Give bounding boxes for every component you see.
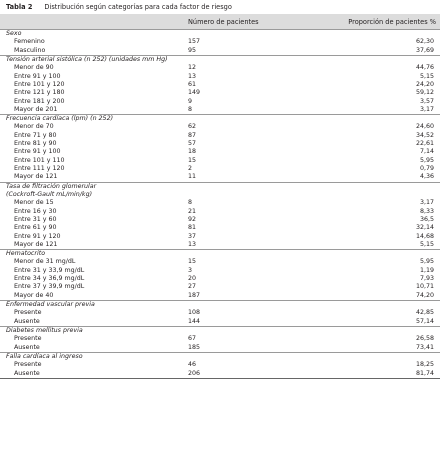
row-patient-percent: 42,85 [415,309,434,317]
row-patient-percent: 5,15 [419,72,434,80]
row-patient-count: 67 [188,335,197,343]
row-patient-count: 149 [188,89,201,97]
row-patient-percent: 8,33 [419,207,434,215]
row-patient-percent: 24,20 [415,80,434,88]
table-row [0,64,440,72]
header-category [0,14,174,30]
row-patient-count: 81 [188,224,197,232]
table-row [0,98,440,106]
table-row [0,309,440,317]
row-patient-count: 62 [188,123,197,131]
row-patient-percent: 62,30 [415,38,434,46]
group-title: Diabetes mellitus previa [0,326,440,335]
group-title-row [0,30,440,39]
row-category: Femenino [14,38,45,46]
table-row [0,370,440,379]
row-patient-count: 157 [188,38,201,46]
row-patient-percent: 5,95 [419,156,434,164]
group-title-row [0,250,440,259]
group-title-row [0,182,440,191]
row-patient-percent: 5,15 [419,240,434,248]
row-patient-count: 20 [188,275,197,283]
row-patient-percent: 22,61 [415,140,434,148]
row-patient-percent: 14,68 [415,232,434,240]
table-row [0,267,440,275]
row-patient-percent: 7,14 [419,148,434,156]
row-category: Menor de 90 [14,64,54,72]
row-patient-count: 15 [188,156,197,164]
table-row [0,283,440,291]
row-patient-count: 87 [188,131,197,139]
header-patient-percent: Proporción de pacientes % [348,17,436,26]
group-title: Sexo [0,30,440,39]
table-row [0,361,440,369]
row-category: Presente [14,335,42,343]
table-row [0,47,440,56]
row-patient-percent: 34,52 [415,131,434,139]
row-category: Mayor de 121 [14,173,58,181]
row-patient-count: 15 [188,258,197,266]
row-patient-percent: 5,95 [419,258,434,266]
row-patient-count: 46 [188,361,197,369]
row-category: Entre 16 y 30 [14,207,57,215]
row-patient-percent: 24,60 [415,123,434,131]
table-row [0,335,440,343]
group-title: Falla cardíaca al ingreso [0,352,440,361]
row-patient-percent: 26,58 [415,335,434,343]
row-patient-percent: 0,79 [419,165,434,172]
table-row [0,89,440,97]
row-patient-count: 3 [188,266,193,274]
row-category: Entre 181 y 200 [14,97,65,105]
table-row [0,199,440,207]
table-row [0,216,440,224]
table-caption [0,0,440,14]
table-label: Tabla 2 [6,3,33,11]
row-patient-count: 9 [188,97,193,105]
table-row [0,318,440,327]
table-row [0,123,440,131]
group-title: Frecuencia cardíaca (lpm) (n 252) [0,115,440,124]
row-category: Mayor de 40 [14,291,54,299]
row-patient-count: 92 [188,215,197,223]
row-category: Entre 61 y 90 [14,224,57,232]
group-title-row [0,352,440,361]
table-row [0,81,440,89]
row-category: Mayor de 121 [14,240,58,248]
row-category: Ausente [14,317,40,325]
table-row [0,140,440,148]
row-patient-count: 13 [188,72,197,80]
row-patient-percent: 3,17 [419,199,434,207]
row-patient-count: 95 [188,46,197,54]
row-patient-percent: 44,76 [415,64,434,72]
table-header [0,14,440,30]
header-row [0,14,440,30]
table-row [0,241,440,250]
row-patient-percent: 1,19 [419,266,434,274]
row-patient-count: 12 [188,64,197,72]
row-patient-count: 185 [188,343,201,351]
row-category: Entre 111 y 120 [14,165,65,172]
row-category: Entre 91 y 120 [14,232,61,240]
row-patient-percent: 73,41 [415,343,434,351]
row-patient-count: 8 [188,199,193,207]
row-category: Menor de 15 [14,199,54,207]
row-patient-percent: 32,14 [415,224,434,232]
row-patient-count: 11 [188,173,197,181]
table-row [0,132,440,140]
row-patient-count: 18 [188,148,197,156]
group-title: Tasa de filtración glomerular [0,182,440,191]
row-patient-percent: 57,14 [415,317,434,325]
row-category: Menor de 31 mg/dL [14,258,76,266]
table-row [0,106,440,115]
row-category: Ausente [14,343,40,351]
row-patient-count: 61 [188,80,197,88]
row-patient-count: 13 [188,240,197,248]
table-row [0,275,440,283]
table-row [0,165,440,173]
table-row [0,38,440,46]
row-patient-count: 144 [188,317,201,325]
row-category: Entre 34 y 36,9 mg/dL [14,275,85,283]
header-patient-count: Número de pacientes [188,17,259,26]
row-patient-percent: 59,12 [415,89,434,97]
group-title-row [0,301,440,310]
row-category: Ausente [0,370,174,379]
row-patient-percent: 3,57 [419,97,434,105]
group-title: Tensión arterial sistólica (n 252) (unidades mm Hg) [0,55,440,64]
row-category: Entre 31 y 60 [14,215,57,223]
row-category: Entre 37 y 39,9 mg/dL [14,283,85,291]
table-row [0,208,440,216]
row-patient-count: 108 [188,309,201,317]
row-patient-percent: 4,36 [419,173,434,181]
row-patient-percent: 18,25 [415,361,434,369]
group-title-row [0,191,440,199]
group-title: Hematocrito [0,250,440,259]
row-category: Entre 91 y 100 [14,148,61,156]
row-category: Menor de 70 [14,123,54,131]
row-category: Entre 81 y 90 [14,140,57,148]
table-row [0,173,440,182]
row-patient-count: 21 [188,207,197,215]
row-category: Presente [14,361,42,369]
table-row [0,344,440,353]
row-patient-count: 27 [188,283,197,291]
row-patient-percent: 81,74 [294,370,440,379]
row-category: Entre 121 y 180 [14,89,65,97]
row-patient-count: 37 [188,232,197,240]
table-row [0,73,440,81]
row-patient-count: 206 [174,370,294,379]
row-category: Presente [14,309,42,317]
group-title: Enfermedad vascular previa [0,301,440,310]
row-patient-percent: 37,69 [415,46,434,54]
row-category: Entre 31 y 33,9 mg/dL [14,266,85,274]
row-patient-percent: 10,71 [415,283,434,291]
table-row [0,148,440,156]
row-patient-count: 2 [188,165,193,172]
row-patient-count: 187 [188,291,201,299]
row-category: Mayor de 201 [14,105,58,113]
group-title-row [0,55,440,64]
row-patient-percent: 74,20 [415,291,434,299]
table-row [0,224,440,232]
row-category: Entre 101 y 120 [14,80,65,88]
table-row [0,292,440,301]
row-patient-count: 57 [188,140,197,148]
table-row [0,233,440,241]
row-category: Entre 91 y 100 [14,72,61,80]
table-row [0,157,440,165]
table-row [0,258,440,266]
table-title: Distribución según categorías para cada factor de riesgo [44,3,232,11]
group-title: (Cockroft-Gault mL/min/kg) [6,190,93,198]
table-body [0,30,440,379]
row-patient-percent: 36,5 [419,215,434,223]
group-title-row [0,326,440,335]
row-patient-percent: 7,93 [419,275,434,283]
row-category: Masculino [14,46,46,54]
risk-factor-table [0,14,440,379]
row-patient-percent: 3,17 [419,105,434,113]
group-title-row [0,115,440,124]
row-category: Entre 71 y 80 [14,131,57,139]
row-category: Entre 101 y 110 [14,156,65,164]
row-patient-count: 8 [188,105,193,113]
